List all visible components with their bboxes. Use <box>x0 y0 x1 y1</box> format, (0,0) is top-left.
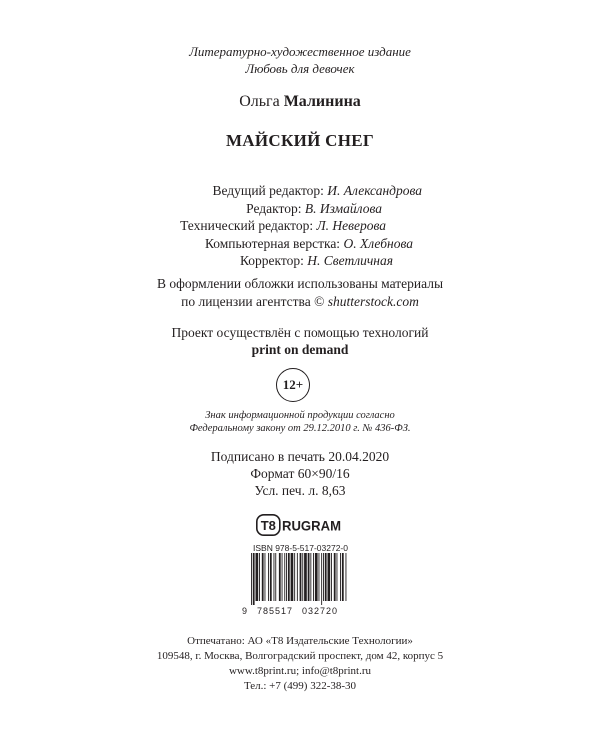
cover-note-line-2 <box>0 294 600 310</box>
barcode-bar <box>321 553 322 605</box>
project-line-2: print on demand <box>251 342 349 357</box>
credit-role: Корректор: <box>239 253 304 268</box>
credit-role: Редактор: <box>246 200 302 216</box>
barcode-lead-digit: 9 <box>242 606 248 616</box>
printer-line-4: Тел.: +7 (499) 322-38-30 <box>243 680 357 692</box>
printer-line-1: Отпечатано: АО «Т8 Издательские Технологии» <box>187 635 413 647</box>
signed-to-print: Подписано в печать 20.04.2020 <box>210 449 390 464</box>
barcode-bar <box>319 553 320 601</box>
cover-note-source: shutterstock.com <box>327 294 419 309</box>
credits-list <box>0 182 600 270</box>
barcode-bar <box>297 553 298 601</box>
author-first-name: Ольга <box>239 93 280 110</box>
barcode-bar <box>275 553 276 601</box>
age-note-line-1: Знак информационной продукции согласно <box>205 410 395 421</box>
svg-text:RUGRAM: RUGRAM <box>282 517 341 534</box>
barcode-bar <box>323 553 324 601</box>
barcode-bar <box>282 553 283 601</box>
barcode <box>251 553 347 605</box>
svg-text:T8: T8 <box>260 518 276 533</box>
barcode-bar <box>265 553 266 601</box>
credit-name: Л. Неверова <box>316 218 386 233</box>
cover-note-prefix: по лицензии агентства © <box>181 294 328 309</box>
barcode-bar <box>342 553 344 601</box>
printer-line-3: www.t8print.ru; info@t8print.ru <box>228 665 371 677</box>
barcode-bar <box>325 553 327 601</box>
credit-row <box>0 182 600 200</box>
printed-sheets: Усл. печ. л. 8,63 <box>254 483 346 498</box>
barcode-bar <box>253 553 255 605</box>
barcode-bar <box>346 553 347 601</box>
series-line-1: Литературно-художественное издание <box>189 44 411 59</box>
age-note-line-2: Федеральному закону от 29.12.2010 г. № 436-ФЗ. <box>189 423 411 434</box>
barcode-bar <box>274 553 275 601</box>
cover-note-line-1: В оформлении обложки использованы материалы <box>156 276 444 291</box>
credit-name: Н. Светличная <box>307 253 393 268</box>
barcode-bar <box>308 553 310 601</box>
credit-role: Технический редактор: <box>180 218 314 233</box>
barcode-bar <box>310 553 311 601</box>
project-line-1: Проект осуществлён с помощью технологий <box>171 325 429 340</box>
barcode-bar <box>302 553 303 601</box>
credit-row <box>0 252 600 270</box>
series-line-2: Любовь для девочек <box>245 61 355 76</box>
barcode-bar <box>340 553 341 601</box>
barcode-bar <box>337 553 338 601</box>
credit-role: Ведущий редактор: <box>212 183 324 198</box>
barcode-bar <box>291 553 294 601</box>
barcode-bar <box>331 553 332 601</box>
barcode-bar <box>270 553 272 601</box>
author <box>0 93 600 111</box>
barcode-bar <box>256 553 259 601</box>
credit-row <box>0 217 600 235</box>
barcode-bar <box>251 553 252 605</box>
barcode-bar <box>300 553 302 601</box>
credit-role: Компьютерная верстка: <box>204 235 341 251</box>
printer-line-2: 109548, г. Москва, Волгоградский проспект, дом 42, корпус 5 <box>156 650 444 662</box>
author-last-name: Малинина <box>283 93 361 110</box>
barcode-bar <box>334 553 336 601</box>
barcode-bar <box>259 553 260 601</box>
credit-name: В. Измайлова <box>304 200 382 216</box>
t8-rugram-logo <box>256 514 342 536</box>
barcode-bar <box>268 553 269 601</box>
barcode-bar <box>304 553 307 601</box>
credit-row <box>0 200 600 218</box>
barcode-bar <box>315 553 318 601</box>
format: Формат 60×90/16 <box>250 466 350 481</box>
book-title: МАЙСКИЙ СНЕГ <box>225 131 375 150</box>
barcode-bar <box>279 553 281 601</box>
barcode-bar <box>313 553 314 601</box>
barcode-bar <box>284 553 285 601</box>
credit-row <box>0 235 600 253</box>
barcode-bar <box>288 553 290 601</box>
barcode-left-digits: 785517 <box>257 606 294 616</box>
barcode-bar <box>294 553 295 601</box>
credit-name: О. Хлебнова <box>343 235 413 251</box>
barcode-bar <box>286 553 287 601</box>
barcode-bar <box>328 553 331 601</box>
barcode-right-digits: 032720 <box>302 606 339 616</box>
age-rating-badge: 12+ <box>276 368 310 402</box>
credit-name: И. Александрова <box>327 183 422 198</box>
barcode-bar <box>262 553 264 601</box>
isbn: ISBN 978-5-517-03272-0 <box>253 543 348 553</box>
